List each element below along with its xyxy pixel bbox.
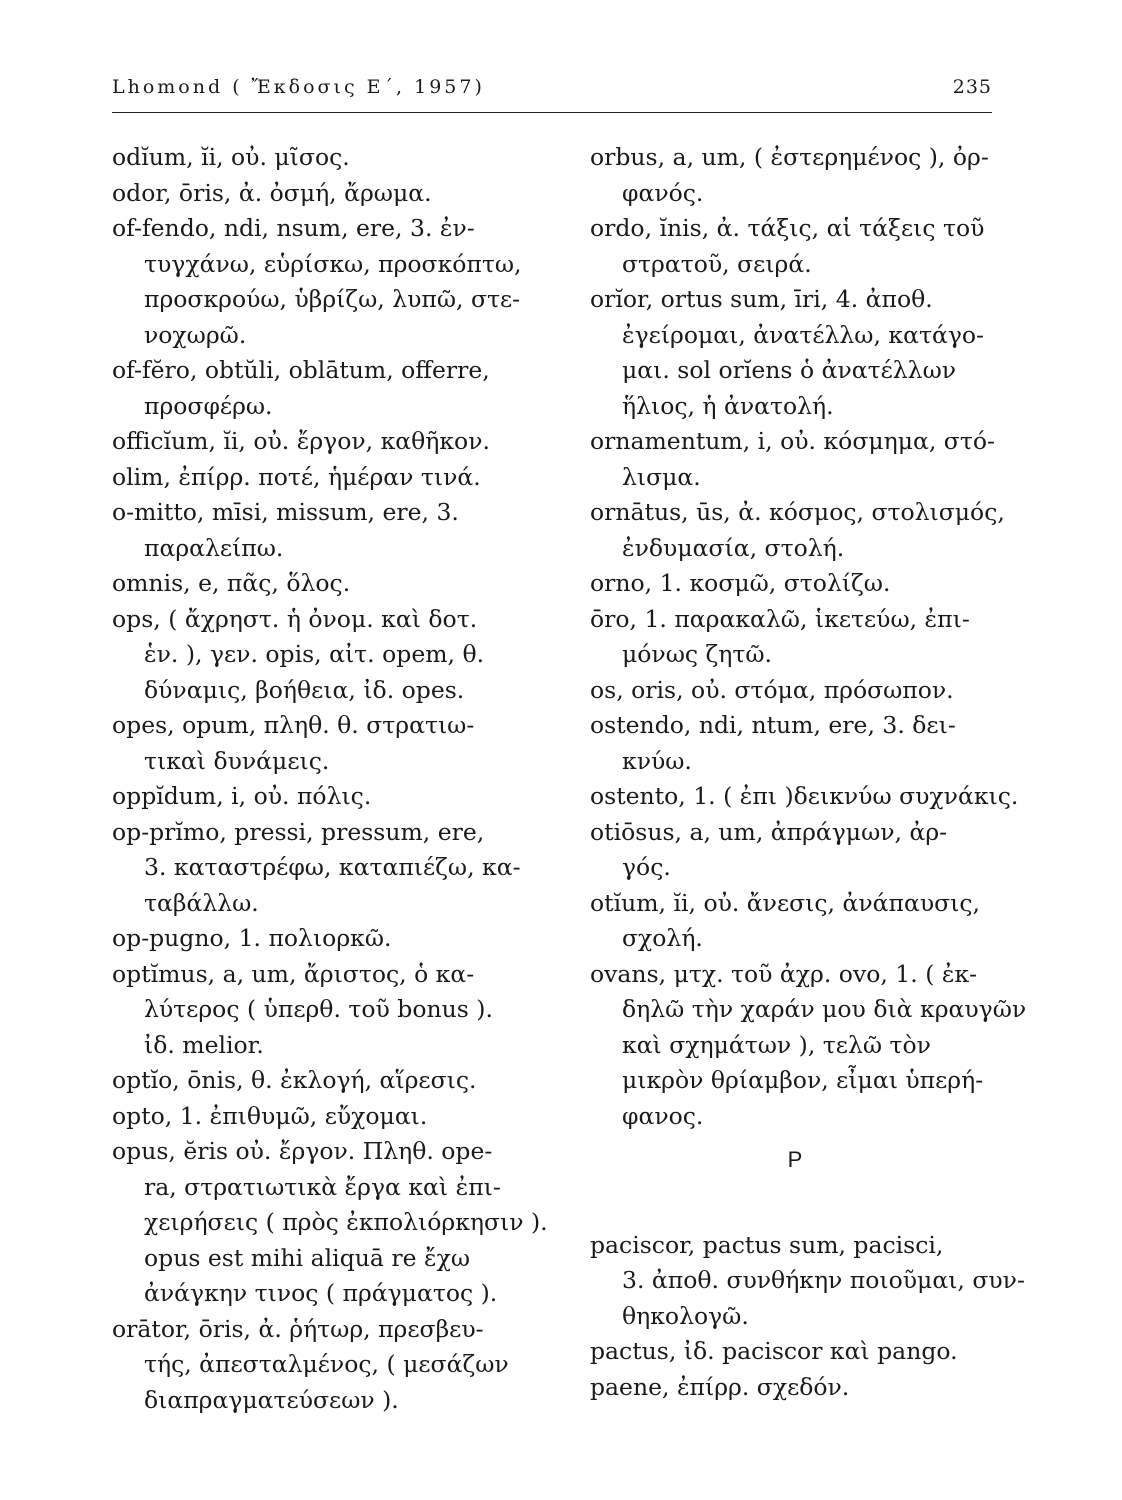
entry-headword-line: olim, ἐπίρρ. ποτέ, ἡμέραν τινά. xyxy=(112,462,481,491)
entry-headword-line: opto, 1. ἐπιθυμῶ, εὔχομαι. xyxy=(112,1101,428,1130)
entry-headword-line: orĭor, ortus sum, īri, 4. ἀποθ. xyxy=(590,285,933,313)
dictionary-entry xyxy=(590,211,1000,282)
dictionary-entry xyxy=(112,424,558,460)
entry-headword-line: otiōsus, a, um, ἀπράγμων, ἀρ- xyxy=(590,817,948,846)
entry-headword-line: of-fĕro, obtŭli, oblātum, offerre, xyxy=(112,356,490,384)
entry-headword-line: paciscor, pactus sum, pacisci, xyxy=(590,1230,944,1259)
entry-headword-line: of-fendo, ndi, nsum, ere, 3. ἐν- xyxy=(112,214,475,242)
dictionary-entry xyxy=(590,566,1000,602)
dictionary-entry xyxy=(112,495,558,566)
entry-headword-line: optĭo, ōnis, θ. ἐκλογή, αἵρεσις. xyxy=(112,1066,477,1094)
entry-continuation-line: προσφέρω. xyxy=(144,391,273,420)
entry-headword-line: paene, ἐπίρρ. σχεδόν. xyxy=(590,1372,850,1401)
entry-headword-line: opus, ĕris οὐ. ἔργον. Πληθ. ope- xyxy=(112,1137,493,1165)
entry-continuation-line: 3. καταστρέφω, καταπιέζω, κα- xyxy=(144,853,521,881)
entry-continuation-line: σχολή. xyxy=(622,924,703,952)
entry-continuation-line: δύναμις, βοήθεια, ἰδ. opes. xyxy=(144,675,465,704)
entry-continuation-line: ἥλιος, ἡ ἀνατολή. xyxy=(622,391,834,420)
entry-continuation-line: ἑν. ), γεν. opis, αἰτ. opem, θ. xyxy=(144,640,485,668)
dictionary-entry xyxy=(112,815,558,922)
entry-headword-line: ops, ( ἄχρηστ. ἡ ὀνομ. καὶ δοτ. xyxy=(112,604,478,633)
dictionary-entry xyxy=(112,779,558,815)
entry-continuation-line: φανος. xyxy=(622,1101,704,1130)
dictionary-entry xyxy=(112,176,558,212)
dictionary-entry xyxy=(112,1312,558,1419)
page-number: 235 xyxy=(952,76,992,98)
dictionary-entry xyxy=(590,282,1000,424)
entry-headword-line: os, oris, οὐ. στόμα, πρόσωπον. xyxy=(590,675,954,704)
dictionary-entry xyxy=(590,1334,1000,1370)
entry-headword-line: orbus, a, um, ( ἐστερημένος ), ὀρ- xyxy=(590,143,989,171)
entry-headword-line: omnis, e, πᾶς, ὅλος. xyxy=(112,569,351,597)
entry-continuation-line: μικρὸν θρίαμβον, εἶμαι ὑπερή- xyxy=(622,1066,984,1094)
dictionary-entry xyxy=(112,708,558,779)
entry-headword-line: oppĭdum, i, οὐ. πόλις. xyxy=(112,782,372,810)
entry-headword-line: opes, opum, πληθ. θ. στρατιω- xyxy=(112,711,475,739)
section-letter: P xyxy=(787,1147,803,1172)
entry-headword-line: ovans, μτχ. τοῦ ἀχρ. ovo, 1. ( ἐκ- xyxy=(590,959,978,988)
entry-continuation-line: opus est mihi aliquā re ἔχω xyxy=(144,1243,470,1272)
entry-continuation-line: δηλῶ τὴν χαράν μου διὰ κραυγῶν xyxy=(622,995,1027,1023)
entry-continuation-line: θηκολογῶ. xyxy=(622,1301,749,1330)
running-header xyxy=(112,72,992,113)
dictionary-entry xyxy=(590,815,1000,886)
entry-continuation-line: ἀνάγκην τινος ( πράγματος ). xyxy=(144,1279,498,1307)
entry-continuation-line: ra, στρατιωτικὰ ἔργα καὶ ἐπι- xyxy=(144,1172,501,1201)
running-title: Lhomond ( Ἔκδοσις Ε΄, 1957) xyxy=(112,76,485,98)
entry-headword-line: orātor, ōris, ἀ. ῥήτωρ, πρεσβευ- xyxy=(112,1314,484,1343)
entry-headword-line: ostento, 1. ( ἐπι )δεικνύω συχνάκις. xyxy=(590,782,1019,810)
dictionary-entry xyxy=(590,1228,1025,1335)
dictionary-entry xyxy=(590,602,1000,673)
dictionary-entry xyxy=(112,1099,558,1135)
entry-continuation-line: φανός. xyxy=(622,178,704,207)
entry-headword-line: ostendo, ndi, ntum, ere, 3. δει- xyxy=(590,711,956,739)
dictionary-entry xyxy=(112,566,558,602)
dictionary-entry xyxy=(112,602,558,709)
dictionary-entry xyxy=(590,708,1000,779)
dictionary-entry xyxy=(590,886,1000,957)
dictionary-entry xyxy=(112,353,558,424)
dictionary-entry xyxy=(112,1063,558,1099)
entry-continuation-line: τικαὶ δυνάμεις. xyxy=(144,746,330,775)
entry-continuation-line: διαπραγματεύσεων ). xyxy=(144,1385,399,1414)
entry-continuation-line: παραλείπω. xyxy=(144,533,284,562)
dictionary-entry xyxy=(590,1370,1000,1406)
entry-continuation-line: τής, ἀπεσταλμένος, ( μεσάζων xyxy=(144,1350,509,1378)
dictionary-entry xyxy=(590,424,1000,495)
entry-continuation-line: γός. xyxy=(622,853,671,881)
entry-continuation-line: λύτερος ( ὑπερθ. τοῦ bonus ). xyxy=(144,995,493,1023)
entry-headword-line: odor, ōris, ἀ. ὀσμή, ἄρωμα. xyxy=(112,178,432,207)
entry-continuation-line: τυγχάνω, εὑρίσκω, προσκόπτω, xyxy=(144,249,522,278)
dictionary-entry xyxy=(590,957,1027,1135)
entry-continuation-line: ταβάλλω. xyxy=(144,888,259,917)
dictionary-entry xyxy=(112,1134,558,1312)
entry-continuation-line: χειρήσεις ( πρὸς ἐκπολιόρκησιν ). xyxy=(144,1208,548,1236)
entry-continuation-line: ἰδ. melior. xyxy=(144,1030,264,1059)
entry-headword-line: ornātus, ūs, ἀ. κόσμος, στολισμός, xyxy=(590,498,1005,526)
entry-headword-line: odĭum, ĭi, οὐ. μῖσος. xyxy=(112,143,350,171)
entry-headword-line: otĭum, ĭi, οὐ. ἄνεσις, ἀνάπαυσις, xyxy=(590,888,981,917)
entry-continuation-line: προσκρούω, ὑβρίζω, λυπῶ, στε- xyxy=(144,285,521,313)
dictionary-entry xyxy=(112,957,558,1064)
entry-headword-line: ornamentum, i, οὐ. κόσμημα, στό- xyxy=(590,427,995,455)
entry-continuation-line: λισμα. xyxy=(622,462,701,491)
dictionary-entry xyxy=(590,673,1000,709)
entry-headword-line: ōro, 1. παρακαλῶ, ἱκετεύω, ἐπι- xyxy=(590,604,970,633)
right-column xyxy=(590,140,1027,1405)
entry-headword-line: ordo, ĭnis, ἀ. τάξις, αἱ τάξεις τοῦ xyxy=(590,214,985,242)
entry-continuation-line: κνύω. xyxy=(622,746,692,775)
dictionary-entry xyxy=(590,140,1000,211)
dictionary-entry xyxy=(112,460,558,496)
entry-continuation-line: 3. ἀποθ. συνθήκην ποιοῦμαι, συν- xyxy=(622,1266,1025,1294)
entry-headword-line: pactus, ἰδ. paciscor καὶ pango. xyxy=(590,1337,958,1365)
left-column xyxy=(112,140,558,1418)
entry-headword-line: op-pugno, 1. πολιορκῶ. xyxy=(112,924,392,952)
dictionary-entry xyxy=(112,211,558,353)
entry-headword-line: orno, 1. κοσμῶ, στολίζω. xyxy=(590,569,891,597)
entry-headword-line: op-prĭmo, pressi, pressum, ere, xyxy=(112,817,485,846)
right-column-entries-p xyxy=(590,1228,1025,1406)
dictionary-entry xyxy=(112,921,558,957)
entry-headword-line: optĭmus, a, um, ἄριστος, ὁ κα- xyxy=(112,959,475,988)
entry-headword-line: officĭum, ĭi, οὐ. ἔργον, καθῆκον. xyxy=(112,427,490,455)
dictionary-entry xyxy=(112,140,558,176)
entry-continuation-line: ἐνδυμασία, στολή. xyxy=(622,533,845,562)
entry-continuation-line: ἐγείρομαι, ἀνατέλλω, κατάγο- xyxy=(622,320,984,349)
entry-continuation-line: στρατοῦ, σειρά. xyxy=(622,249,812,278)
entry-continuation-line: νοχωρῶ. xyxy=(144,320,247,349)
right-column-entries-o xyxy=(590,140,1027,1134)
entry-continuation-line: καὶ σχημάτων ), τελῶ τὸν xyxy=(622,1030,931,1059)
entry-continuation-line: μαι. sol orĭens ὁ ἀνατέλλων xyxy=(622,356,957,384)
dictionary-entry xyxy=(590,779,1019,815)
entry-continuation-line: μόνως ζητῶ. xyxy=(622,640,772,668)
dictionary-entry xyxy=(590,495,1005,566)
entry-headword-line: o-mitto, mīsi, missum, ere, 3. xyxy=(112,498,459,526)
